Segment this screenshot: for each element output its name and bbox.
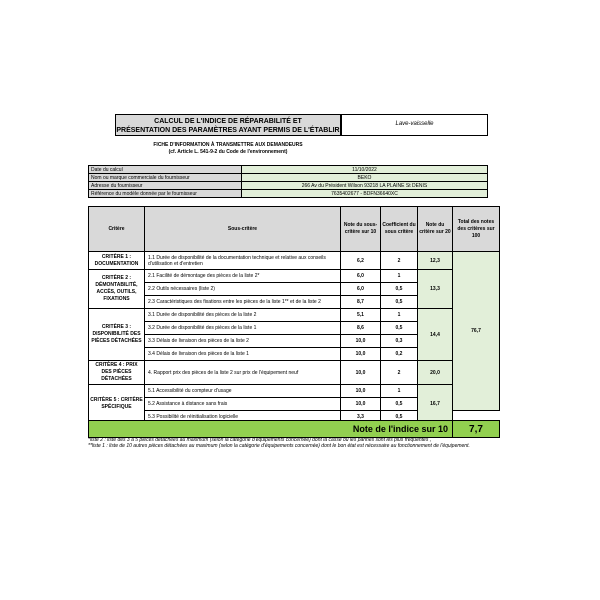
header-note-critere: Note du critère sur 20: [418, 207, 453, 252]
criterion-2: CRITÈRE 2 : DÉMONTABILITÉ, ACCÈS, OUTILS, FIXATIONS: [89, 270, 145, 309]
coefficient: 1: [381, 385, 418, 398]
criterion-score: 12,3: [418, 252, 453, 270]
sub-score: 8,6: [341, 322, 381, 335]
sub-score: 6,2: [341, 252, 381, 270]
sub-score: 10,0: [341, 361, 381, 385]
coefficient: 0,2: [381, 348, 418, 361]
info-label: Date du calcul: [89, 166, 242, 174]
info-row-date: [89, 166, 488, 174]
title-line-2: PRÉSENTATION DES PARAMÈTRES AYANT PERMIS DE L'ÉTABLIR: [116, 127, 340, 134]
score-table: [88, 206, 500, 424]
coefficient: 0,5: [381, 296, 418, 309]
info-row-address: [89, 182, 488, 190]
header-critere: Critère: [89, 207, 145, 252]
table-row: [89, 309, 500, 322]
coefficient: 2: [381, 252, 418, 270]
total-score: 76,7: [453, 252, 500, 411]
header-sous-critere: Sous-critère: [145, 207, 341, 252]
criterion-score: 13,3: [418, 270, 453, 309]
product-type: Lave-vaisselle: [341, 114, 488, 136]
sub-score: 6,0: [341, 283, 381, 296]
info-value: 266 Av du Président Wilson 93218 LA PLAINE St DENIS: [242, 182, 488, 190]
info-label: Adresse du fournisseur: [89, 182, 242, 190]
sub-criterion: 2.1 Facilité de démontage des pièces de la liste 2*: [145, 270, 341, 283]
table-row: [89, 361, 500, 385]
footnote-liste-1: **liste 1 : liste de 10 autres pièces détachées au maximum (selon la catégorie d'équipements concernée) dont le bon état est nécessaire au fonctionnement de l'équipement.: [88, 443, 470, 449]
sub-criterion: 3.1 Durée de disponibilité des pièces de la liste 2: [145, 309, 341, 322]
header-coefficient: Coefficient du sous critère: [381, 207, 418, 252]
info-value: 11/10/2022: [242, 166, 488, 174]
info-value: 7635402677 - BDFN36640XC: [242, 190, 488, 198]
coefficient: 0,3: [381, 335, 418, 348]
coefficient: 0,5: [381, 322, 418, 335]
criterion-3: CRITÈRE 3 : DISPONIBILITÉ DES PIÈCES DÉTACHÉES: [89, 309, 145, 361]
sub-score: 8,7: [341, 296, 381, 309]
fiche-line-2: (cf. Article L. 541-9-2 du Code de l'environnement): [168, 149, 288, 155]
coefficient: 1: [381, 309, 418, 322]
score-table-header: [89, 207, 500, 252]
criterion-4: CRITÈRE 4 : PRIX DES PIÈCES DÉTACHÉES: [89, 361, 145, 385]
info-value: BEKO: [242, 174, 488, 182]
info-row-reference: [89, 190, 488, 198]
criterion-score: 20,0: [418, 361, 453, 385]
title-line-1: CALCUL DE L'INDICE DE RÉPARABILITÉ ET: [154, 118, 302, 125]
sub-score: 10,0: [341, 398, 381, 411]
sub-score: 3,3: [341, 411, 381, 424]
criterion-5: CRITÈRE 5 : CRITÈRE SPÉCIFIQUE: [89, 385, 145, 424]
final-score-value: 7,7: [453, 421, 500, 438]
sub-criterion: 2.3 Caractéristiques des fixations entre les pièces de la liste 1** et de la liste 2: [145, 296, 341, 309]
sub-score: 10,0: [341, 335, 381, 348]
sub-criterion: 5.1 Accessibilité du compteur d'usage: [145, 385, 341, 398]
final-score-row: [88, 420, 500, 438]
document-title: [115, 114, 341, 136]
sub-criterion: 2.2 Outils nécessaires (liste 2): [145, 283, 341, 296]
info-label: Nom ou marque commerciale du fournisseur: [89, 174, 242, 182]
sub-criterion: 1.1 Durée de disponibilité de la documentation technique et relative aux conseils d'utilisation et d'entretien: [145, 252, 341, 270]
sub-score: 5,1: [341, 309, 381, 322]
criterion-score: 16,7: [418, 385, 453, 424]
coefficient: 2: [381, 361, 418, 385]
sub-criterion: 3.3 Délais de livraison des pièces de la liste 2: [145, 335, 341, 348]
table-row: [89, 385, 500, 398]
sub-criterion: 5.3 Possibilité de réinitialisation logicielle: [145, 411, 341, 424]
footnotes: [88, 437, 500, 449]
info-label: Référence du modèle donnée par le fournisseur: [89, 190, 242, 198]
sub-score: 10,0: [341, 385, 381, 398]
fiche-line-1: FICHE D'INFORMATION À TRANSMETTRE AUX DEMANDEURS: [153, 142, 303, 148]
sub-criterion: 3.2 Durée de disponibilité des pièces de la liste 1: [145, 322, 341, 335]
sub-score: 10,0: [341, 348, 381, 361]
criterion-1: CRITÈRE 1 : DOCUMENTATION: [89, 252, 145, 270]
final-score-label: Note de l'indice sur 10: [89, 421, 453, 438]
sub-criterion: 5.2 Assistance à distance sans frais: [145, 398, 341, 411]
sub-criterion: 4. Rapport prix des pièces de la liste 2 sur prix de l'équipement neuf: [145, 361, 341, 385]
fiche-heading: [115, 142, 341, 156]
sub-criterion: 3.4 Délais de livraison des pièces de la liste 1: [145, 348, 341, 361]
footnote-liste-2: *liste 2 : liste des 3 à 5 pièces détachées au maximum (selon la catégorie d'équipements concernée) dont la casse ou les pannes sont les plus fréquentes ,: [88, 437, 432, 443]
sub-score: 6,0: [341, 270, 381, 283]
coefficient: 0,5: [381, 411, 418, 424]
table-row: [89, 270, 500, 283]
header-note-sous-critere: Note du sous-critère sur 10: [341, 207, 381, 252]
coefficient: 0,5: [381, 398, 418, 411]
header-total: Total des notes des critères sur 100: [453, 207, 500, 252]
criterion-score: 14,4: [418, 309, 453, 361]
coefficient: 0,5: [381, 283, 418, 296]
coefficient: 1: [381, 270, 418, 283]
info-row-brand: [89, 174, 488, 182]
info-table: [88, 165, 488, 198]
table-row: [89, 252, 500, 270]
